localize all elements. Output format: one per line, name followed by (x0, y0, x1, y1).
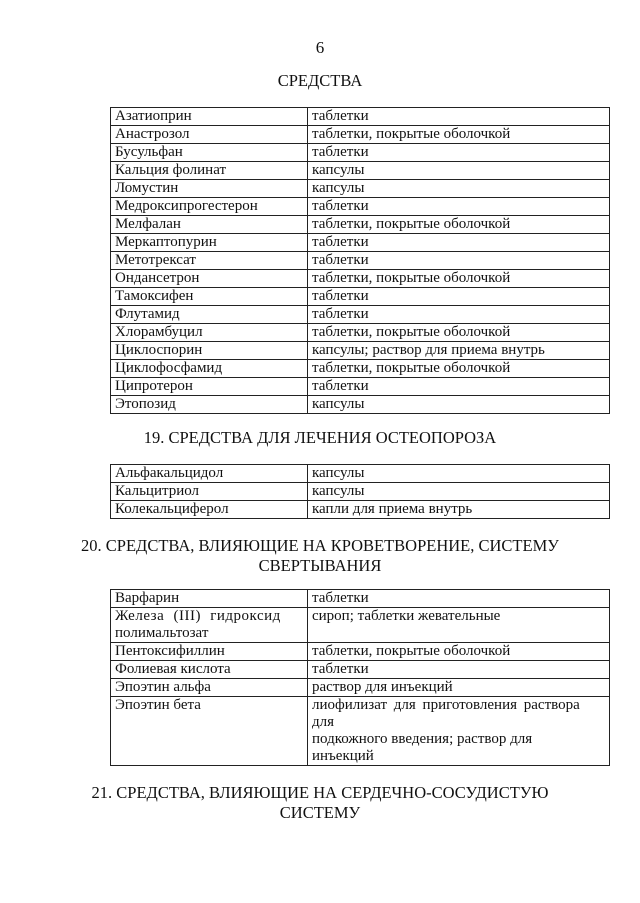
drug-name-cell: Меркаптопурин (111, 234, 308, 252)
drug-form-cell: капсулы (308, 162, 610, 180)
section-heading-21 (0, 783, 640, 823)
drug-form-cell: таблетки (308, 198, 610, 216)
drug-name-cell: Варфарин (111, 590, 308, 608)
table-row (111, 501, 610, 519)
drug-form-cell: таблетки (308, 590, 610, 608)
drug-form-cell: таблетки, покрытые оболочкой (308, 643, 610, 661)
drug-form-line: для (312, 714, 335, 730)
section-heading-20-line2: СВЕРТЫВАНИЯ (258, 556, 382, 575)
table-row (111, 162, 610, 180)
drug-form-cell: таблетки (308, 288, 610, 306)
drug-name-cell: Тамоксифен (111, 288, 308, 306)
drug-table-antitumor (110, 107, 610, 414)
drug-name-cell: Циклоспорин (111, 342, 308, 360)
table-row (111, 679, 610, 697)
section-heading-21-line1: 21. СРЕДСТВА, ВЛИЯЮЩИЕ НА СЕРДЕЧНО-СОСУДИСТУЮ (91, 783, 549, 802)
table-row (111, 234, 610, 252)
drug-form-cell: таблетки (308, 108, 610, 126)
drug-form-cell: раствор для инъекций (308, 679, 610, 697)
table-row (111, 144, 610, 162)
drug-name-line: полимальтозат (115, 625, 209, 641)
section-heading-continued: СРЕДСТВА (277, 71, 363, 90)
table-row (111, 216, 610, 234)
drug-name-cell: Колекальциферол (111, 501, 308, 519)
table-row (111, 697, 610, 766)
table-row (111, 252, 610, 270)
table-row (111, 342, 610, 360)
drug-form-cell: капли для приема внутрь (308, 501, 610, 519)
drug-name-cell: Фолиевая кислота (111, 661, 308, 679)
page-number: 6 (315, 38, 325, 57)
drug-name-cell: Бусульфан (111, 144, 308, 162)
drug-form-cell: таблетки (308, 306, 610, 324)
drug-name-cell: Кальция фолинат (111, 162, 308, 180)
section-heading-21-line2: СИСТЕМУ (279, 803, 361, 822)
table-row (111, 180, 610, 198)
table-row (111, 590, 610, 608)
drug-name-cell: Мелфалан (111, 216, 308, 234)
table-row (111, 288, 610, 306)
drug-form-cell: таблетки, покрытые оболочкой (308, 324, 610, 342)
drug-form-cell: таблетки (308, 252, 610, 270)
drug-form-cell: сироп; таблетки жевательные (308, 608, 610, 643)
drug-name-cell: Кальцитриол (111, 483, 308, 501)
drug-form-cell: таблетки (308, 144, 610, 162)
drug-form-cell (308, 697, 610, 766)
section-heading-20-line1: 20. СРЕДСТВА, ВЛИЯЮЩИЕ НА КРОВЕТВОРЕНИЕ, СИСТЕМУ (81, 536, 559, 555)
table-row (111, 270, 610, 288)
drug-name-cell: Этопозид (111, 396, 308, 414)
table-row (111, 306, 610, 324)
drug-name-line: Железа (III) гидроксид (115, 608, 281, 624)
table-row (111, 198, 610, 216)
drug-name-cell: Циклофосфамид (111, 360, 308, 378)
drug-form-cell: капсулы (308, 465, 610, 483)
drug-form-line: подкожного введения; раствор для (312, 731, 533, 747)
drug-name-cell: Хлорамбуцил (111, 324, 308, 342)
table-row (111, 661, 610, 679)
table-row (111, 378, 610, 396)
drug-form-line: инъекций (312, 748, 374, 764)
drug-name-cell: Ондансетрон (111, 270, 308, 288)
drug-name-cell: Пентоксифиллин (111, 643, 308, 661)
drug-form-cell: таблетки, покрытые оболочкой (308, 360, 610, 378)
drug-name-cell: Азатиоприн (111, 108, 308, 126)
table-row (111, 396, 610, 414)
drug-form-cell: таблетки, покрытые оболочкой (308, 270, 610, 288)
table-row (111, 608, 610, 643)
drug-form-cell: капсулы (308, 483, 610, 501)
table-row (111, 643, 610, 661)
table-row (111, 465, 610, 483)
drug-name-cell: Медроксипрогестерон (111, 198, 308, 216)
drug-form-line: лиофилизат для приготовления раствора (312, 697, 580, 713)
drug-name-cell: Ципротерон (111, 378, 308, 396)
drug-name-cell (111, 608, 308, 643)
drug-form-cell: капсулы; раствор для приема внутрь (308, 342, 610, 360)
drug-name-cell: Флутамид (111, 306, 308, 324)
drug-name-cell: Ломустин (111, 180, 308, 198)
drug-name-cell: Анастрозол (111, 126, 308, 144)
drug-form-cell: таблетки (308, 378, 610, 396)
table-row (111, 108, 610, 126)
drug-name-cell: Эпоэтин альфа (111, 679, 308, 697)
drug-table-osteoporosis (110, 464, 610, 519)
drug-name-cell: Эпоэтин бета (111, 697, 308, 766)
drug-name-cell: Альфакальцидол (111, 465, 308, 483)
table-row (111, 360, 610, 378)
drug-form-cell: таблетки, покрытые оболочкой (308, 126, 610, 144)
drug-form-cell: таблетки, покрытые оболочкой (308, 216, 610, 234)
drug-form-cell: капсулы (308, 396, 610, 414)
table-row (111, 324, 610, 342)
drug-form-cell: капсулы (308, 180, 610, 198)
drug-table-hematopoiesis (110, 589, 610, 766)
table-row (111, 126, 610, 144)
drug-form-cell: таблетки (308, 661, 610, 679)
section-heading-20 (0, 536, 640, 576)
section-heading-19: 19. СРЕДСТВА ДЛЯ ЛЕЧЕНИЯ ОСТЕОПОРОЗА (143, 428, 497, 447)
drug-name-cell: Метотрексат (111, 252, 308, 270)
table-row (111, 483, 610, 501)
drug-form-cell: таблетки (308, 234, 610, 252)
